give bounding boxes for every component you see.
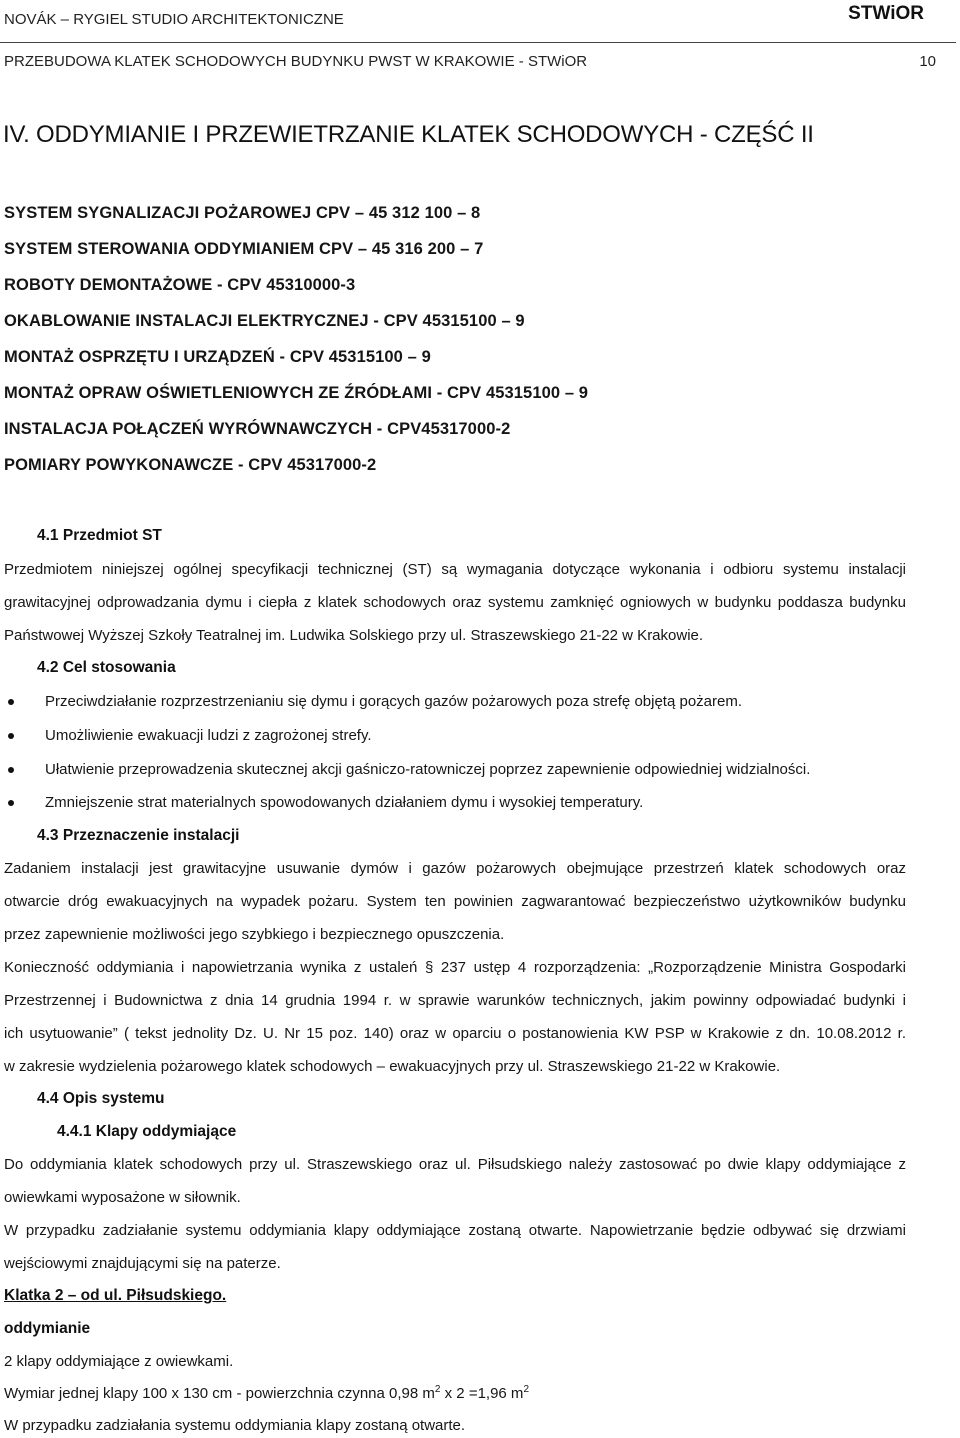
paragraph-line: Konieczność oddymiania i napowietrzania wynika z ustaleń § 237 ustęp 4 rozporządzenia: „Rozporządzenie Ministra Gospodarki <box>4 959 906 976</box>
bullet-icon <box>8 767 14 773</box>
bullet-icon <box>8 699 14 705</box>
cpv-line: SYSTEM STEROWANIA ODDYMIANIEM CPV – 45 316 200 – 7 <box>4 240 484 258</box>
bullet-item: Zmniejszenie strat materialnych spowodowanych działaniem dymu i wysokiej temperatury. <box>45 794 644 811</box>
cpv-line: ROBOTY DEMONTAŻOWE - CPV 45310000-3 <box>4 276 356 294</box>
oddymianie-label: oddymianie <box>4 1320 91 1337</box>
cpv-line: INSTALACJA POŁĄCZEŃ WYRÓWNAWCZYCH - CPV45317000-2 <box>4 420 511 438</box>
bullet-item: Ułatwienie przeprowadzenia skutecznej akcji gaśniczo-ratowniczej poprzez zapewnienie odpowiedniej widzialności. <box>45 761 811 778</box>
paragraph-line: Państwowej Wyższej Szkoły Teatralnej im. Ludwika Solskiego przy ul. Straszewskiego 21-22 w Krakowie. <box>4 627 704 644</box>
bullet-item: Przeciwdziałanie rozprzestrzenianiu się dymu i gorących gazów pożarowych poza strefę objętą pożarem. <box>45 693 743 710</box>
header-subtitle: PRZEBUDOWA KLATEK SCHODOWYCH BUDYNKU PWST W KRAKOWIE - STWiOR <box>4 53 588 70</box>
paragraph-line: Przestrzennej i Budownictwa z dnia 14 grudnia 1994 r. w sprawie warunków technicznych, jakim powinny odpowiadać budynki i <box>4 992 906 1009</box>
paragraph-line: w zakresie wydzielenia pożarowego klatek schodowych – ewakuacyjnych przy ul. Straszewskiego 21-22 w Krakowie. <box>4 1058 781 1075</box>
header-studio: NOVÁK – RYGIEL STUDIO ARCHITEKTONICZNE <box>4 11 344 28</box>
header-divider <box>0 42 956 43</box>
cpv-line: MONTAŻ OPRAW OŚWIETLENIOWYCH ZE ŹRÓDŁAMI - CPV 45315100 – 9 <box>4 384 589 402</box>
heading-4-2: 4.2 Cel stosowania <box>37 659 176 676</box>
superscript: 2 <box>434 1384 441 1395</box>
page-number: 10 <box>919 53 936 70</box>
dimension-line <box>4 1385 529 1402</box>
dimension-text-b: x 2 =1,96 m <box>440 1385 524 1402</box>
cpv-line: SYSTEM SYGNALIZACJI POŻAROWEJ CPV – 45 312 100 – 8 <box>4 204 481 222</box>
paragraph-line: przez zapewnienie możliwości jego szybkiego i bezpiecznego opuszczenia. <box>4 926 505 943</box>
header-brand: STWiOR <box>848 3 924 24</box>
heading-4-3: 4.3 Przeznaczenie instalacji <box>37 827 240 844</box>
cpv-line: MONTAŻ OSPRZĘTU I URZĄDZEŃ - CPV 45315100 – 9 <box>4 348 431 366</box>
paragraph-line: W przypadku zadziałanie systemu oddymiania klapy oddymiające zostaną otwarte. Napowietrzanie będzie odbywać się drzwiami <box>4 1222 906 1239</box>
paragraph-line: ich usytuowanie” ( tekst jednolity Dz. U. Nr 15 poz. 140) oraz w oparciu o postanowienia KW PSP w Krakowie z dn. 10.08.2012 r. <box>4 1025 906 1042</box>
bullet-icon <box>8 733 14 739</box>
heading-4-4-1: 4.4.1 Klapy oddymiające <box>57 1123 237 1140</box>
heading-4-1: 4.1 Przedmiot ST <box>37 527 162 544</box>
superscript: 2 <box>523 1384 529 1395</box>
paragraph-line: Do oddymiania klatek schodowych przy ul. Straszewskiego oraz ul. Piłsudskiego należy zastosować po dwie klapy oddymiające z <box>4 1156 906 1173</box>
klatka-heading: Klatka 2 – od ul. Piłsudskiego. <box>4 1287 227 1304</box>
paragraph-line: wejściowymi znajdującymi się na paterze. <box>4 1255 281 1272</box>
dimension-text-a: Wymiar jednej klapy 100 x 130 cm - powierzchnia czynna 0,98 m <box>4 1385 435 1402</box>
paragraph-line: Zadaniem instalacji jest grawitacyjne usuwanie dymów i gazów pożarowych obejmujące przestrzeń klatek schodowych oraz <box>4 860 906 877</box>
cpv-line: OKABLOWANIE INSTALACJI ELEKTRYCZNEJ - CPV 45315100 – 9 <box>4 312 525 330</box>
section-title: IV. ODDYMIANIE I PRZEWIETRZANIE KLATEK SCHODOWYCH - CZĘŚĆ II <box>3 121 814 148</box>
paragraph-line: owiewkami wyposażone w siłownik. <box>4 1189 241 1206</box>
bullet-icon <box>8 800 14 806</box>
paragraph-line: W przypadku zadziałania systemu oddymiania klapy zostaną otwarte. <box>4 1417 466 1434</box>
heading-4-4: 4.4 Opis systemu <box>37 1090 165 1107</box>
paragraph-line: otwarcie dróg ewakuacyjnych na wypadek pożaru. System ten powinien zagwarantować bezpieczeństwo użytkowników budynku <box>4 893 906 910</box>
bullet-item: Umożliwienie ewakuacji ludzi z zagrożonej strefy. <box>45 727 372 744</box>
paragraph-line: grawitacyjnej odprowadzania dymu i ciepła z klatek schodowych oraz systemu zamknięć ogniowych w budynku poddasza budynku <box>4 594 906 611</box>
paragraph-line: 2 klapy oddymiające z owiewkami. <box>4 1353 234 1370</box>
cpv-line: POMIARY POWYKONAWCZE - CPV 45317000-2 <box>4 456 377 474</box>
paragraph-line: Przedmiotem niniejszej ogólnej specyfikacji technicznej (ST) są wymagania dotyczące wykonania i odbioru systemu instalacji <box>4 561 906 578</box>
